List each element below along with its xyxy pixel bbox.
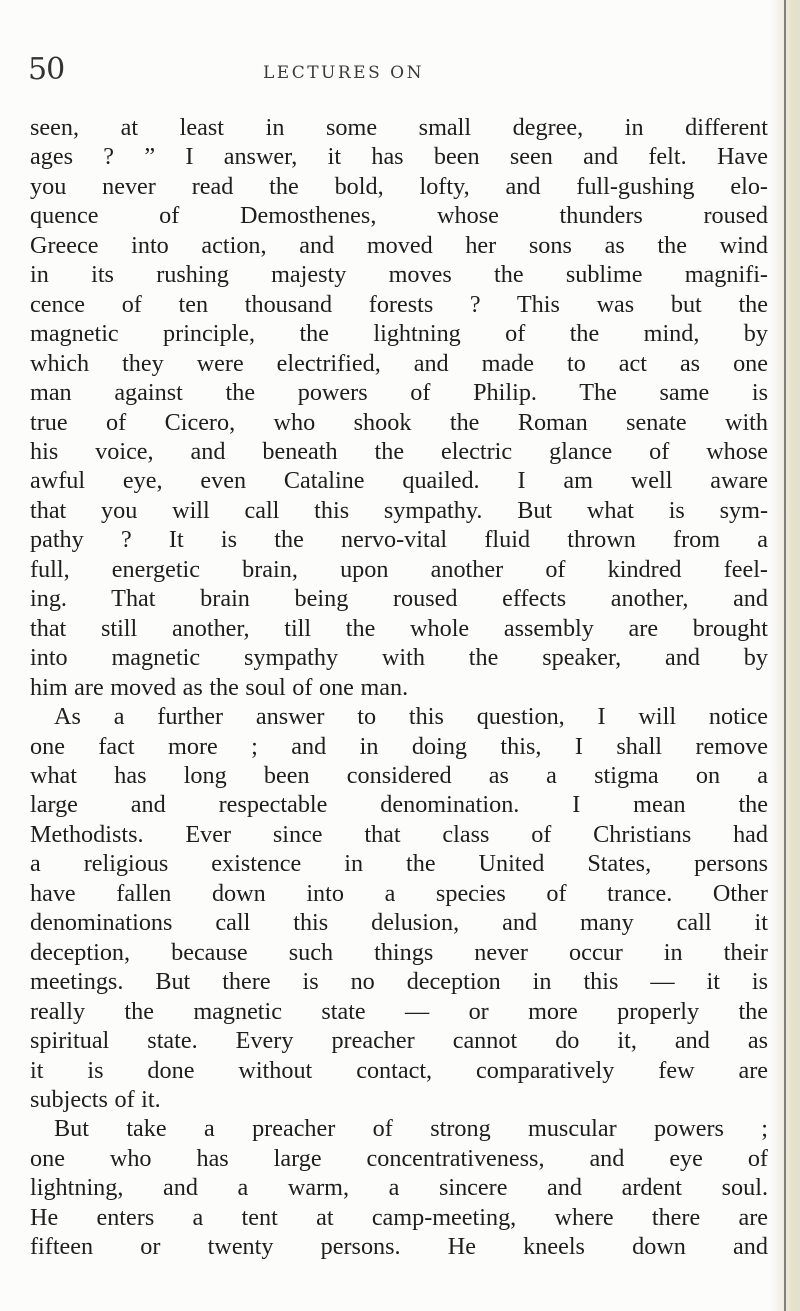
text-line: that you will call this sympathy. But what is sym- [30,496,768,524]
text-line: man against the powers of Philip. The same is [30,379,768,407]
text-line: true of Cicero, who shook the Roman senate with [30,408,768,436]
text-line: He enters a tent at camp-meeting, where there are [30,1203,768,1231]
text-line: one fact more ; and in doing this, I shall remove [30,732,768,760]
text-line: large and respectable denomination. I mean the [30,791,768,819]
text-line: his voice, and beneath the electric glance of whose [30,437,768,465]
text-line: have fallen down into a species of trance. Other [30,879,768,907]
text-line: that still another, till the whole assembly are brought [30,614,768,642]
text-line: denominations call this delusion, and many call it [30,909,768,937]
text-line: really the magnetic state — or more properly the [30,997,768,1025]
body-text [30,113,768,1262]
text-line: ing. That brain being roused effects another, and [30,585,768,613]
text-line: full, energetic brain, upon another of kindred feel- [30,555,768,583]
text-line: it is done without contact, comparatively few are [30,1056,768,1084]
text-line: into magnetic sympathy with the speaker, and by [30,644,768,672]
text-line: awful eye, even Cataline quailed. I am well aware [30,467,768,495]
text-line: deception, because such things never occur in their [30,938,768,966]
text-line: one who has large concentrativeness, and eye of [30,1144,768,1172]
text-line: lightning, and a warm, a sincere and ardent soul. [30,1174,768,1202]
binding-edge-line [784,0,786,1311]
text-line: But take a preacher of strong muscular powers ; [54,1115,768,1143]
text-line: a religious existence in the United States, persons [30,850,768,878]
text-line: in its rushing majesty moves the sublime magnifi- [30,261,768,289]
page-number: 50 [28,52,65,87]
text-line: magnetic principle, the lightning of the mind, by [30,320,768,348]
text-line: quence of Demosthenes, whose thunders roused [30,202,768,230]
text-line: spiritual state. Every preacher cannot do it, and as [30,1027,768,1055]
text-line: ages ? ” I answer, it has been seen and felt. Have [30,143,768,171]
text-line: Methodists. Ever since that class of Christians had [30,820,768,848]
running-head: LECTURES ON [263,63,424,83]
text-line: seen, at least in some small degree, in different [30,114,768,141]
text-line: pathy ? It is the nervo-vital fluid thrown from a [30,526,768,554]
text-line: meetings. But there is no deception in this — it is [30,968,768,996]
text-line: fifteen or twenty persons. He kneels down and [30,1233,768,1261]
text-line: what has long been considered as a stigma on a [30,761,768,789]
text-line: which they were electrified, and made to act as one [30,349,768,377]
text-line: Greece into action, and moved her sons as the wind [30,231,768,259]
text-line: subjects of it. [30,1085,161,1113]
text-line: you never read the bold, lofty, and full-gushing elo- [30,172,768,200]
text-line: cence of ten thousand forests ? This was but the [30,290,768,318]
text-line: As a further answer to this question, I will notice [54,703,768,731]
text-line: him are moved as the soul of one man. [30,673,409,701]
